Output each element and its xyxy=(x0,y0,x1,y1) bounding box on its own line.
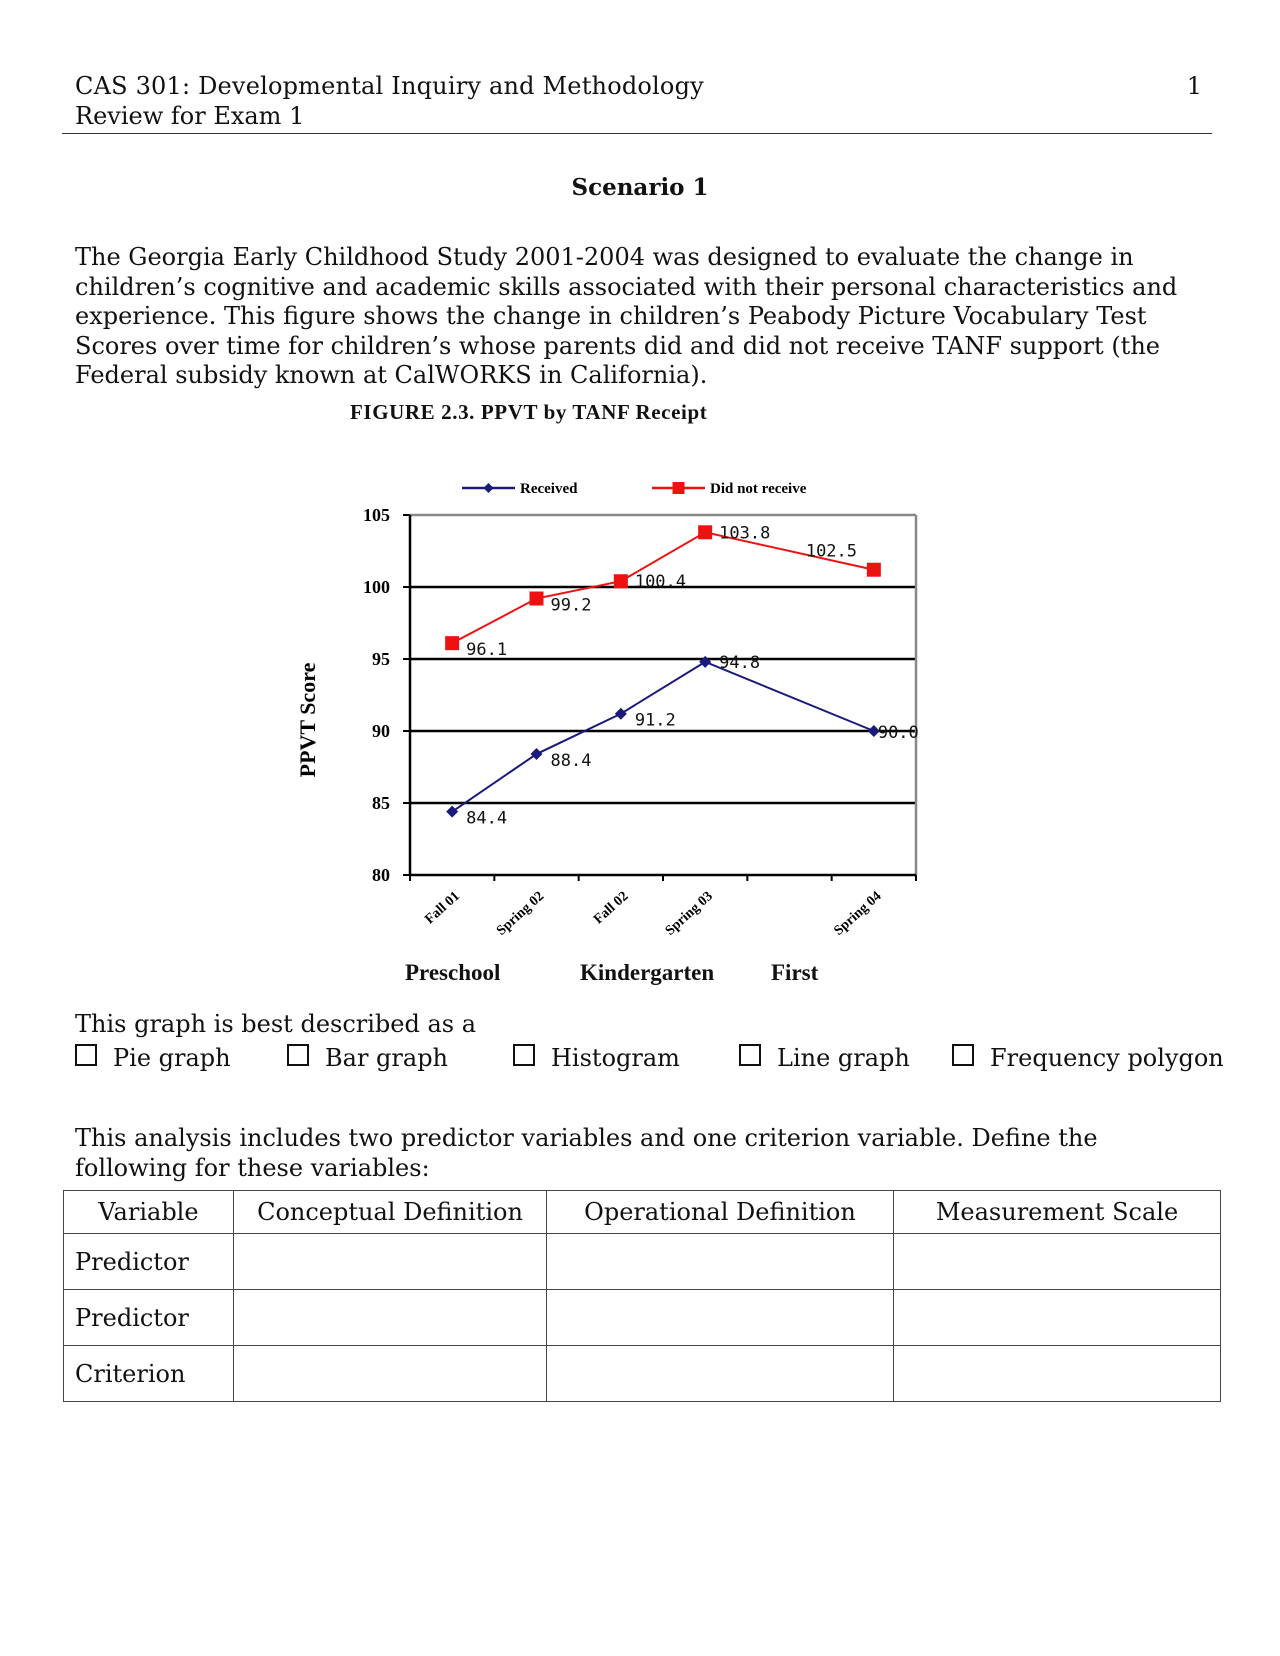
page-number: 1 xyxy=(1186,72,1202,100)
document-subtitle: Review for Exam 1 xyxy=(75,102,305,130)
data-point-square xyxy=(698,525,712,539)
y-tick-label: 95 xyxy=(372,649,390,669)
checkbox-icon[interactable] xyxy=(75,1044,97,1066)
checkbox-icon[interactable] xyxy=(513,1044,535,1066)
variable-cell: Predictor xyxy=(64,1234,234,1290)
data-point-square xyxy=(530,592,544,606)
header-variable: Variable xyxy=(64,1191,234,1234)
grade-label-first: First xyxy=(771,960,819,985)
define-prompt: This analysis includes two predictor variables and one criterion variable. Define the following for these variables: xyxy=(75,1124,1098,1182)
x-tick-label: Spring 04 xyxy=(831,888,885,939)
checkbox-icon[interactable] xyxy=(739,1044,761,1066)
y-tick-label: 80 xyxy=(372,865,390,885)
table-row xyxy=(64,1290,1221,1346)
legend-label: Did not receive xyxy=(710,481,807,497)
y-axis-title: PPVT Score xyxy=(295,662,320,778)
header-operational-definition: Operational Definition xyxy=(547,1191,894,1234)
legend-marker-diamond xyxy=(484,483,494,493)
y-tick-label: 85 xyxy=(372,793,390,813)
x-tick-label: Spring 03 xyxy=(662,888,716,939)
table-row xyxy=(64,1346,1221,1402)
option-label: Frequency polygon xyxy=(990,1044,1224,1072)
x-tick-label: Fall 01 xyxy=(422,888,463,928)
data-point-diamond xyxy=(699,656,711,668)
chart-gridlines xyxy=(410,587,916,803)
table-row xyxy=(64,1234,1221,1290)
scenario-heading: Scenario 1 xyxy=(571,174,709,201)
chart-series xyxy=(445,523,919,828)
option-bar-graph[interactable] xyxy=(287,1044,448,1072)
data-label: 99.2 xyxy=(550,595,592,616)
data-label: 103.8 xyxy=(719,523,771,544)
operational-definition-cell[interactable] xyxy=(547,1234,894,1290)
grade-label-preschool: Preschool xyxy=(405,960,501,985)
data-point-diamond xyxy=(446,806,458,818)
data-label: 102.5 xyxy=(805,541,858,562)
data-label: 84.4 xyxy=(466,808,508,829)
figure-title: FIGURE 2.3. PPVT by TANF Receipt xyxy=(350,400,708,424)
operational-definition-cell[interactable] xyxy=(547,1290,894,1346)
y-tick-label: 105 xyxy=(363,505,390,525)
x-tick-label: Fall 02 xyxy=(591,888,632,928)
data-label: 88.4 xyxy=(550,751,592,772)
conceptual-definition-cell[interactable] xyxy=(234,1346,547,1402)
data-point-square xyxy=(867,563,881,577)
variable-cell: Predictor xyxy=(64,1290,234,1346)
data-point-square xyxy=(614,574,628,588)
header-measurement-scale: Measurement Scale xyxy=(894,1191,1221,1234)
checkbox-icon[interactable] xyxy=(287,1044,309,1066)
option-histogram[interactable] xyxy=(513,1044,680,1072)
conceptual-definition-cell[interactable] xyxy=(234,1234,547,1290)
measurement-scale-cell[interactable] xyxy=(894,1234,1221,1290)
measurement-scale-cell[interactable] xyxy=(894,1346,1221,1402)
data-label: 100.4 xyxy=(634,572,687,593)
variable-cell: Criterion xyxy=(64,1346,234,1402)
data-label: 90.0 xyxy=(877,723,919,743)
option-pie-graph[interactable] xyxy=(75,1044,231,1072)
data-label: 91.2 xyxy=(634,710,676,731)
option-label: Histogram xyxy=(551,1044,680,1072)
data-label: 96.1 xyxy=(466,640,508,661)
variables-table xyxy=(63,1190,1221,1402)
x-tick-label: Spring 02 xyxy=(494,888,548,939)
checkbox-icon[interactable] xyxy=(952,1044,974,1066)
option-label: Pie graph xyxy=(113,1044,231,1072)
conceptual-definition-cell[interactable] xyxy=(234,1290,547,1346)
table-header-row xyxy=(64,1191,1221,1234)
option-label: Bar graph xyxy=(325,1044,449,1072)
option-frequency-polygon[interactable] xyxy=(952,1044,1224,1072)
option-line-graph[interactable] xyxy=(739,1044,910,1072)
intro-paragraph: The Georgia Early Childhood Study 2001-2004 was designed to evaluate the change in children’s cognitive and academic skills associated with their personal characteristics and experience. This figure shows the change in children’s Peabody Picture Vocabulary Test Scores over time for children’s whose parents did and did not receive TANF support (the Federal subsidy known at CalWORKS in California). xyxy=(75,243,1178,389)
measurement-scale-cell[interactable] xyxy=(894,1290,1221,1346)
y-tick-label: 90 xyxy=(372,721,390,741)
data-point-diamond xyxy=(615,708,627,720)
grade-label-kindergarten: Kindergarten xyxy=(580,960,715,985)
legend-label: Received xyxy=(520,481,578,497)
chart-legend xyxy=(462,481,807,497)
operational-definition-cell[interactable] xyxy=(547,1346,894,1402)
y-tick-label: 100 xyxy=(363,577,390,597)
data-label: 94.8 xyxy=(719,652,761,673)
data-point-diamond xyxy=(531,748,543,760)
series-line-0 xyxy=(452,662,874,812)
option-label: Line graph xyxy=(777,1044,910,1072)
legend-marker-square xyxy=(673,482,685,494)
question-prompt: This graph is best described as a xyxy=(75,1010,477,1038)
data-point-square xyxy=(445,636,459,650)
header-conceptual-definition: Conceptual Definition xyxy=(234,1191,547,1234)
course-title: CAS 301: Developmental Inquiry and Methodology xyxy=(75,72,704,100)
